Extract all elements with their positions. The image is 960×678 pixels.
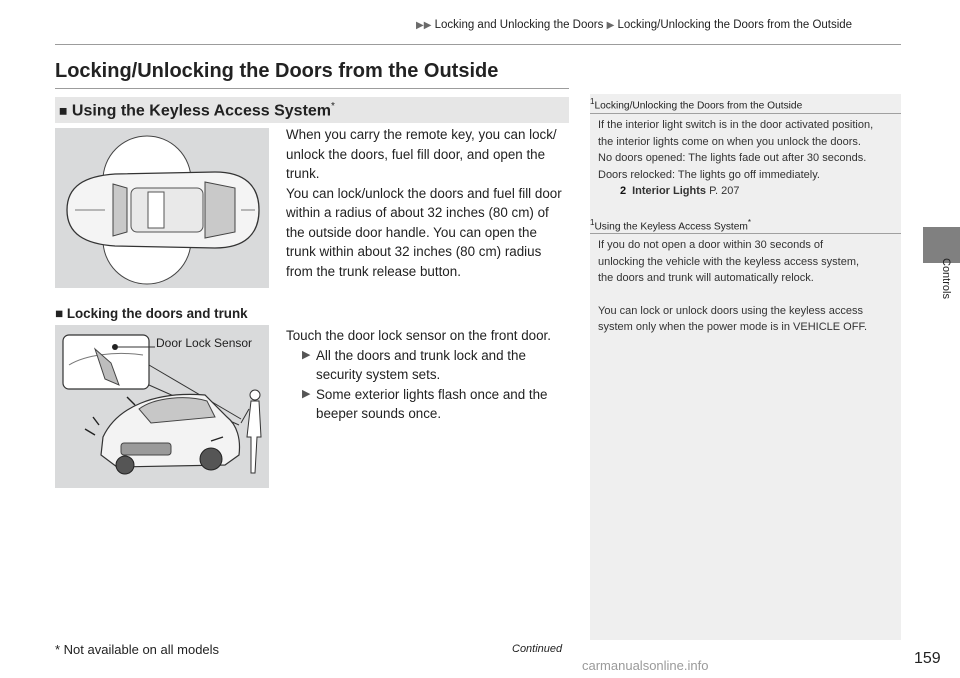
page-title: Locking/Unlocking the Doors from the Outside [55, 60, 499, 82]
footnote: * Not available on all models [55, 642, 220, 657]
spacer [598, 287, 898, 303]
reference-label: Interior Lights [632, 185, 707, 198]
note-title: Locking/Unlocking the Doors from the Outside [594, 100, 803, 112]
note-body [598, 237, 898, 336]
text-line: If the interior light switch is in the door activated position, [598, 119, 874, 131]
note-number: 1 [590, 97, 595, 106]
header-rule [55, 44, 901, 45]
square-bullet-icon: ■ [55, 306, 64, 321]
cross-reference-link[interactable] [598, 183, 898, 200]
note-rule [590, 113, 901, 114]
procedure [286, 326, 578, 424]
square-bullet-icon: ■ [59, 102, 68, 119]
chapter-tab-label: Controls [940, 258, 952, 299]
subsection-title: Locking the doors and trunk [66, 306, 248, 321]
procedure-step: Touch the door lock sensor on the front door. [286, 328, 551, 343]
subsection-heading [55, 306, 248, 321]
procedure-result [286, 346, 578, 385]
section-title-text: Using the Keyless Access System [71, 102, 332, 120]
text-line: the outside door handle. You can open the [286, 224, 537, 240]
text-line: system only when the power mode is in VEHICLE OFF. [598, 321, 867, 334]
note-title: Using the Keyless Access System [594, 221, 748, 233]
text-line: unlock the doors, fuel fill door, and open the [286, 146, 546, 162]
triangle-right-icon: ▶ [606, 20, 615, 31]
breadcrumb-parent: Locking and Unlocking the Doors [434, 19, 604, 31]
text-line: security system sets. [316, 367, 441, 382]
availability-mark: * [331, 101, 335, 112]
section-title [59, 101, 335, 120]
text-line: If you do not open a door within 30 seconds of [598, 239, 824, 251]
result-arrow-icon: ▶ [302, 387, 311, 400]
car-top-view-drawing [55, 128, 269, 288]
breadcrumb-current: Locking/Unlocking the Doors from the Outside [617, 19, 853, 31]
car-top-view-illustration [55, 128, 269, 288]
reference-icon: 2 [620, 185, 627, 198]
note-heading [590, 218, 751, 232]
text-line: from the trunk release button. [286, 263, 461, 279]
note-number: 1 [590, 218, 595, 227]
triangle-right-icon: ▶▶ [416, 20, 432, 31]
text-line: Doors relocked: The lights go off immediately. [598, 168, 820, 181]
text-line: beeper sounds once. [316, 406, 442, 421]
note-heading [590, 97, 802, 111]
continued-label: Continued [512, 643, 563, 655]
text-line: trunk within about 32 inches (80 cm) radius [286, 244, 542, 259]
text-line: the doors and trunk will automatically relock. [598, 272, 814, 285]
note-rule [590, 233, 901, 234]
result-arrow-icon: ▶ [302, 348, 311, 361]
page-number: 159 [914, 650, 941, 667]
reference-page: P. 207 [709, 185, 740, 198]
text-line: All the doors and trunk lock and the [316, 347, 526, 363]
text-line: No doors opened: The lights fade out after 30 seconds. [598, 152, 867, 165]
watermark: carmanualsonline.info [582, 658, 709, 673]
availability-mark: * [747, 218, 752, 227]
intro-paragraph [286, 125, 576, 281]
text-line: within a radius of about 32 inches (80 cm) of [286, 205, 549, 220]
text-line: Some exterior lights flash once and the [316, 386, 548, 402]
text-line: When you carry the remote key, you can lock/ [286, 127, 557, 142]
text-line: You can lock or unlock doors using the keyless access [598, 304, 863, 317]
procedure-result [286, 385, 578, 424]
title-rule [55, 88, 569, 89]
breadcrumb [416, 19, 852, 31]
text-line: the interior lights come on when you unlock the doors. [598, 135, 861, 148]
text-line: trunk. [286, 166, 320, 181]
door-lock-sensor-callout: Door Lock Sensor [156, 336, 253, 350]
text-line: You can lock/unlock the doors and fuel fill door [286, 185, 562, 201]
note-body [598, 117, 898, 200]
text-line: unlocking the vehicle with the keyless access system, [598, 255, 860, 268]
